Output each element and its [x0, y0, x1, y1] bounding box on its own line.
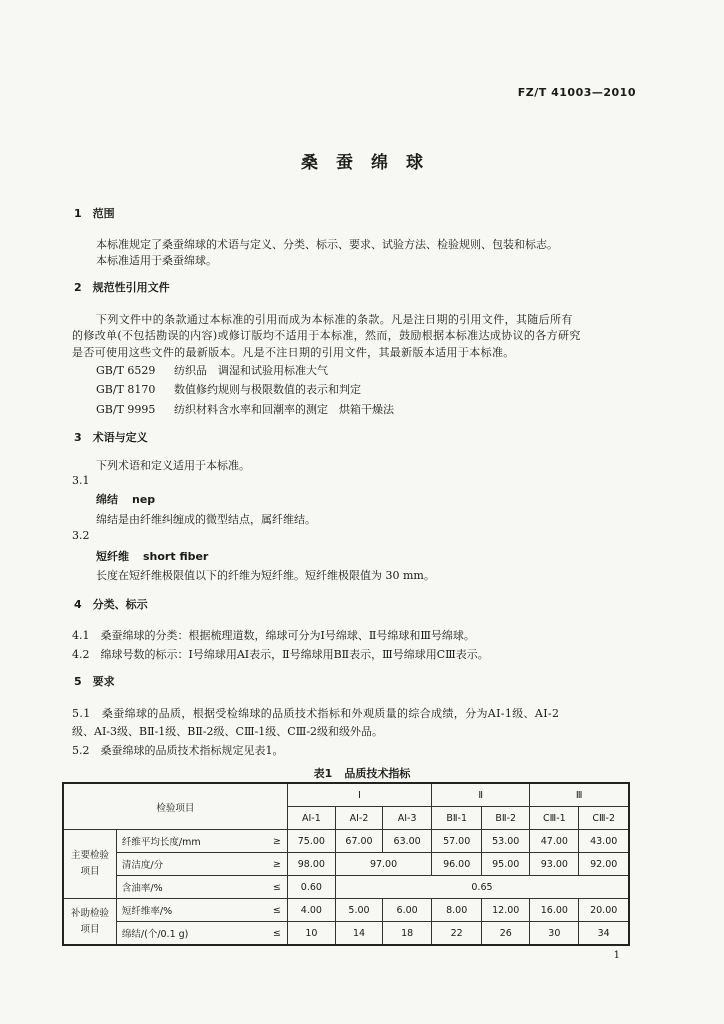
- reference-title: 纺织材料含水率和回潮率的测定 烘箱干燥法: [174, 403, 394, 416]
- clause-4-1: 4.1 桑蚕绵球的分类：根据梳理道数，绵球可分为Ⅰ号绵球、Ⅱ号绵球和Ⅲ号绵球。: [72, 629, 475, 642]
- clause-5-1-line-2: 级、AⅠ-3级、BⅡ-1级、BⅡ-2级、CⅢ-1级、CⅢ-2级和级外品。: [72, 725, 384, 738]
- table-cell: 16.00: [530, 899, 579, 922]
- table-cell: 30: [530, 922, 579, 946]
- group-label: 主要检验 项目: [70, 850, 109, 877]
- section-1-heading: 1 范围: [74, 207, 115, 220]
- term-3-1-definition: 绵结是由纤维纠缠成的微型结点，属纤维结。: [96, 513, 316, 526]
- section-1-paragraph-1: 本标准规定了桑蚕绵球的术语与定义、分类、标示、要求、试验方法、检验规则、包装和标志。: [96, 238, 558, 251]
- section-2-line-1: 下列文件中的条款通过本标准的引用而成为本标准的条款。凡是注日期的引用文件，其随后所有: [96, 313, 573, 326]
- row-symbol: ≤: [259, 922, 287, 946]
- table-row-oil-content: [63, 876, 629, 899]
- table-cell: 5.00: [335, 899, 382, 922]
- table-cell: 14: [335, 922, 382, 946]
- reference-item: [96, 362, 328, 378]
- page-number: 1: [613, 950, 620, 961]
- section-1-paragraph-2: 本标准适用于桑蚕绵球。: [96, 254, 217, 267]
- document-title: 桑蚕绵球: [301, 153, 441, 173]
- standard-number: FZ/T 41003—2010: [517, 86, 636, 99]
- clause-4-2: 4.2 绵球号数的标示：Ⅰ号绵球用AⅠ表示，Ⅱ号绵球用BⅡ表示，Ⅲ号绵球用CⅢ表示。: [72, 648, 489, 661]
- row-label: 短纤维率/%: [116, 899, 259, 922]
- section-4-heading: 4 分类、标示: [74, 598, 148, 611]
- table-cell: 0.60: [287, 876, 335, 899]
- reference-code: GB/T 9995: [96, 403, 156, 416]
- table-row-short-fiber: [63, 899, 629, 922]
- section-3-heading: 3 术语与定义: [74, 431, 148, 444]
- table-cell: 22: [432, 922, 482, 946]
- clause-5-1-line-1: 5.1 桑蚕绵球的品质，根据受检绵球的品质技术指标和外观质量的综合成绩，分为AⅠ-1级、AⅠ-2: [72, 707, 560, 720]
- table-cell: 0.65: [335, 876, 629, 899]
- row-symbol: ≥: [259, 853, 287, 876]
- term-3-1-chinese: 绵结: [96, 493, 118, 506]
- table-cell: 92.00: [579, 853, 629, 876]
- table-row-fiber-length: [63, 830, 629, 853]
- table-cell: 18: [383, 922, 432, 946]
- table-cell: 10: [287, 922, 335, 946]
- header-grade: BⅡ-1: [432, 807, 482, 830]
- table-cell: 8.00: [432, 899, 482, 922]
- table-cell: 97.00: [335, 853, 431, 876]
- table-header-row-1: [63, 783, 629, 807]
- term-3-2-definition: 长度在短纤维极限值以下的纤维为短纤维。短纤维极限值为 30 mm。: [96, 569, 435, 582]
- table-cell: 47.00: [530, 830, 579, 853]
- header-inspection-item: 检验项目: [63, 783, 287, 830]
- row-symbol: ≥: [259, 830, 287, 853]
- table-caption: [0, 765, 724, 781]
- row-label: 清洁度/分: [116, 853, 259, 876]
- table-cell: 93.00: [530, 853, 579, 876]
- reference-item: [96, 381, 361, 397]
- header-group-1: Ⅰ: [287, 783, 431, 807]
- row-symbol: ≤: [259, 876, 287, 899]
- table-cell: 4.00: [287, 899, 335, 922]
- reference-item: [96, 401, 394, 417]
- table-cell: 57.00: [432, 830, 482, 853]
- header-grade: AⅠ-2: [335, 807, 382, 830]
- term-3-2-number: 3.2: [72, 529, 90, 542]
- table-caption-text: 品质技术指标: [344, 767, 411, 780]
- header-grade: CⅢ-2: [579, 807, 629, 830]
- term-3-2: [96, 548, 208, 564]
- table-cell: 20.00: [579, 899, 629, 922]
- table-cell: 98.00: [287, 853, 335, 876]
- section-2-line-3: 是否可使用这些文件的最新版本。凡是不注日期的引用文件，其最新版本适用于本标准。: [72, 346, 515, 359]
- group-label: 补助检验 项目: [70, 907, 109, 935]
- row-symbol: ≤: [259, 899, 287, 922]
- table-cell: 63.00: [383, 830, 432, 853]
- term-3-1: [96, 491, 155, 507]
- reference-title: 纺织品 调湿和试验用标准大气: [174, 364, 328, 377]
- header-grade: BⅡ-2: [482, 807, 530, 830]
- group-main-inspection: [63, 830, 116, 899]
- group-aux-inspection: [63, 899, 116, 946]
- reference-title: 数值修约规则与极限数值的表示和判定: [174, 383, 361, 396]
- term-3-2-chinese: 短纤维: [96, 550, 129, 563]
- section-5-heading: 5 要求: [74, 675, 115, 688]
- table-cell: 34: [579, 922, 629, 946]
- table-cell: 6.00: [383, 899, 432, 922]
- header-group-3: Ⅲ: [530, 783, 629, 807]
- term-3-2-english: short fiber: [143, 550, 209, 563]
- row-label: 含油率/%: [116, 876, 259, 899]
- section-3-intro: 下列术语和定义适用于本标准。: [96, 459, 250, 472]
- table-cell: 12.00: [482, 899, 530, 922]
- table-cell: 96.00: [432, 853, 482, 876]
- table-cell: 26: [482, 922, 530, 946]
- term-3-1-number: 3.1: [72, 474, 90, 487]
- section-2-heading: 2 规范性引用文件: [74, 281, 170, 294]
- header-grade: AⅠ-3: [383, 807, 432, 830]
- header-grade: AⅠ-1: [287, 807, 335, 830]
- table-row-neps: [63, 922, 629, 946]
- table-cell: 43.00: [579, 830, 629, 853]
- table-cell: 95.00: [482, 853, 530, 876]
- quality-spec-table: [62, 782, 630, 946]
- table-cell: 75.00: [287, 830, 335, 853]
- table-cell: 53.00: [482, 830, 530, 853]
- header-grade: CⅢ-1: [530, 807, 579, 830]
- table-caption-number: 表1: [313, 767, 333, 780]
- section-2-line-2: 的修改单(不包括勘误的内容)或修订版均不适用于本标准，然而，鼓励根据本标准达成协议的各方研究: [72, 329, 581, 342]
- row-label: 绵结/(个/0.1 g): [116, 922, 259, 946]
- header-group-2: Ⅱ: [432, 783, 530, 807]
- row-label: 纤维平均长度/mm: [116, 830, 259, 853]
- table-row-cleanliness: [63, 853, 629, 876]
- reference-code: GB/T 8170: [96, 383, 156, 396]
- table-cell: 67.00: [335, 830, 382, 853]
- clause-5-2: 5.2 桑蚕绵球的品质技术指标规定见表1。: [72, 744, 284, 757]
- reference-code: GB/T 6529: [96, 364, 156, 377]
- term-3-1-english: nep: [132, 493, 156, 506]
